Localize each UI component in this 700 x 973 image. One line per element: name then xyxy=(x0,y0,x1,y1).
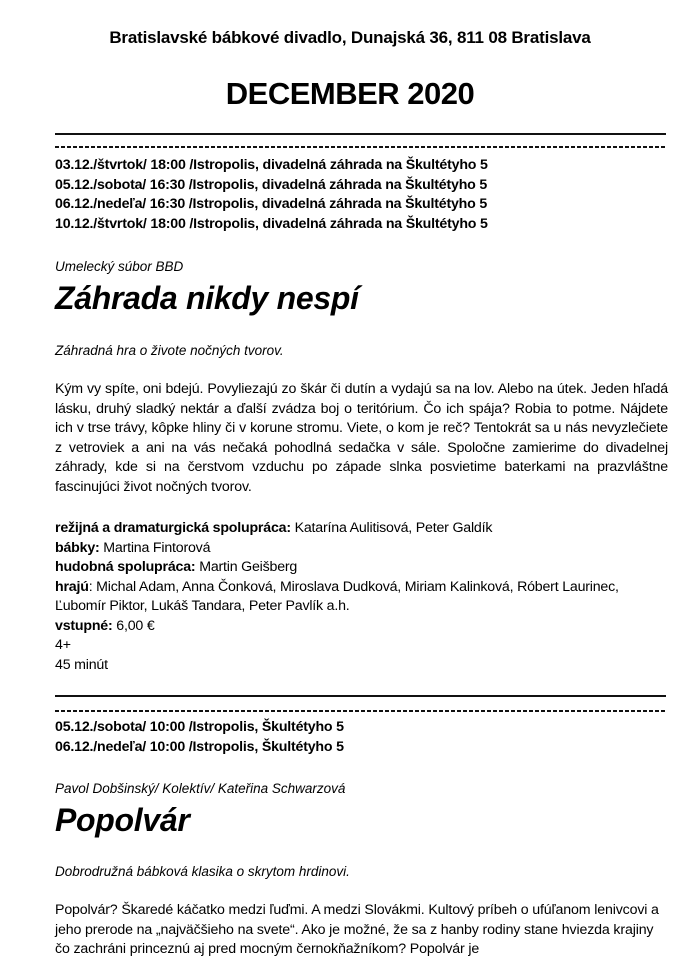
credit-value: Martina Fintorová xyxy=(99,539,211,556)
show-1-subtitle: Záhradná hra o živote nočných tvorov. xyxy=(55,343,284,358)
credit-value: Martin Geišberg xyxy=(195,559,298,575)
venue-header: Bratislavské bábkové divadlo, Dunajská 36, 811 08 Bratislava xyxy=(109,28,591,47)
month-title: DECEMBER 2020 xyxy=(225,76,475,111)
credit-label: vstupné: xyxy=(55,617,113,634)
credit-cast xyxy=(55,578,668,617)
credit-value: : Michal Adam, Anna Čonková, Miroslava Dudková, Miriam Kalinková, Róbert Laurinec, Ľubomír Piktor, Lukáš Tandara, Peter Pavlík a.h. xyxy=(55,578,619,614)
show-age: 4+ xyxy=(55,637,71,653)
show-1-description: Kým vy spíte, oni bdejú. Povyliezajú zo škár či dutín a vydajú sa na lov. Alebo na útek. Jeden hľadá lásku, druhý sladký nektár a ďalší zvádza boj o teritórium. Čo ich spája? Robia to potme. Nájdete ich v trse trávy, kôpke hliny či v korune stromu. Viete, o kom je reč? Tentokrát sa u nás nevyzlečiete z vetroviek a ani na vás nečaká pohodlná sedačka v sále. Spoločne zamierime do divadelnej záhrady, kde si na čerstvom vzduchu po západe slnka posvietime baterkami na prazvláštne fascinujúci život nočných tvorov. xyxy=(55,381,668,495)
show-1-dates xyxy=(55,156,670,234)
show-1-title: Záhrada nikdy nespí xyxy=(55,280,359,316)
credit-label: bábky: xyxy=(55,539,100,556)
show-date: 05.12./sobota/ 16:30 /Istropolis, divadelná záhrada na Škultétyho 5 xyxy=(55,176,488,193)
show-2-subtitle: Dobrodružná bábková klasika o skrytom hrdinovi. xyxy=(55,864,350,879)
show-date: 06.12./nedeľa/ 10:00 /Istropolis, Škultétyho 5 xyxy=(55,738,344,755)
show-1-credits xyxy=(55,519,668,675)
credit-price xyxy=(55,617,668,637)
show-2-dates xyxy=(55,718,670,757)
show-2-company: Pavol Dobšinský/ Kolektív/ Kateřina Schwarzová xyxy=(55,781,346,796)
show-duration: 45 minút xyxy=(55,656,108,673)
credit-music xyxy=(55,558,668,578)
show-date: 03.12./štvrtok/ 18:00 /Istropolis, divadelná záhrada na Škultétyho 5 xyxy=(55,157,488,173)
credit-value: 6,00 € xyxy=(112,617,155,634)
credit-direction xyxy=(55,519,668,539)
separator-dashed xyxy=(55,146,666,148)
show-1-company: Umelecký súbor BBD xyxy=(55,259,184,274)
separator-solid xyxy=(55,133,666,135)
show-date: 10.12./štvrtok/ 18:00 /Istropolis, divadelná záhrada na Škultétyho 5 xyxy=(55,215,488,232)
show-2-title: Popolvár xyxy=(55,802,190,838)
show-date: 05.12./sobota/ 10:00 /Istropolis, Škultétyho 5 xyxy=(55,719,344,735)
show-2-description: Popolvár? Škaredé káčatko medzi ľuďmi. A medzi Slovákmi. Kultový príbeh o ufúľanom lenivcovi a jeho prerode na „najväčšieho na svete“. Ako je možné, že sa z hanby rodiny stane hviezda krajiny čo zachráni princeznú aj pred mocným černokňažníkom? Popolvár je xyxy=(55,902,659,957)
credit-value: Katarína Aulitisová, Peter Galdík xyxy=(290,520,493,536)
credit-puppets xyxy=(55,539,668,559)
credit-label: hudobná spolupráca: xyxy=(55,559,196,575)
separator-dashed xyxy=(55,710,666,712)
credit-label: hrajú xyxy=(55,578,89,595)
credit-label: režijná a dramaturgická spolupráca: xyxy=(55,520,291,536)
show-date: 06.12./nedeľa/ 16:30 /Istropolis, divadelná záhrada na Škultétyho 5 xyxy=(55,196,488,212)
separator-solid xyxy=(55,695,666,697)
